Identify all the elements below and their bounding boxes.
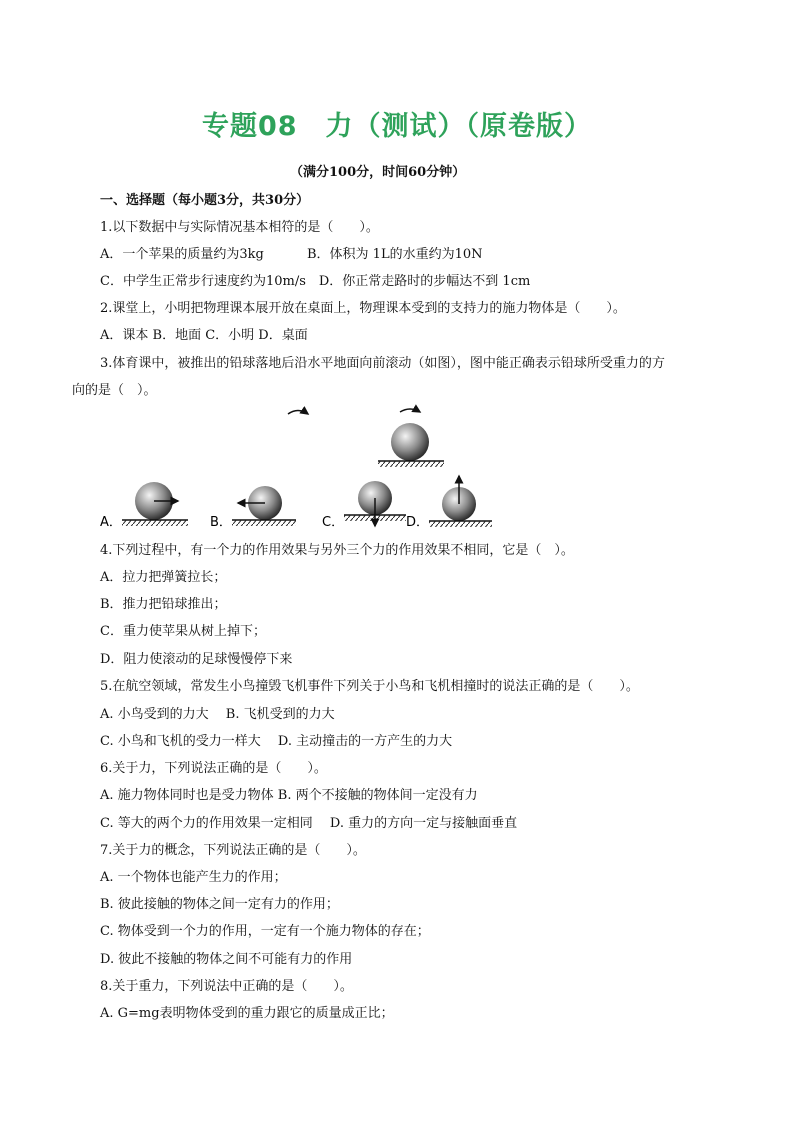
question-4: 4.下列过程中，有一个力的作用效果与另外三个力的作用效果不相同，它是（ ）。: [100, 543, 574, 558]
question-8: 8.关于重力，下列说法中正确的是（ ）。: [100, 979, 353, 994]
page-subtitle: （满分100分，时间60分钟）: [290, 165, 466, 180]
question-6: 6.关于力，下列说法正确的是（ ）。: [100, 761, 327, 776]
q4-option-b: B．推力把铅球推出；: [100, 597, 227, 612]
option-a-diagram: [122, 482, 188, 526]
q8-option-a: A. G=mg表明物体受到的重力跟它的质量成正比；: [100, 1006, 394, 1021]
reference-ball-rolling: [288, 409, 444, 467]
q4-option-a: A．拉力把弹簧拉长；: [100, 570, 227, 585]
q6-options-cd: C. 等大的两个力的作用效果一定相同 D. 重力的方向一定与接触面垂直: [100, 816, 518, 831]
question-3-cont: 向的是（ ）。: [72, 383, 157, 398]
page-title: 专题08 力（测试）（原卷版）: [201, 111, 593, 142]
question-3-figure: [98, 404, 498, 532]
q4-option-d: D．阻力使滚动的足球慢慢停下来: [100, 652, 293, 667]
option-c-diagram: [344, 481, 406, 526]
option-b-diagram: [232, 486, 296, 526]
q1-options-ab: A．一个苹果的质量约为3kg B．体积为 1L的水重约为10N: [100, 247, 483, 262]
figure-label-c: C．: [322, 515, 345, 530]
question-1: 1.以下数据中与实际情况基本相符的是（ ）。: [100, 220, 379, 235]
q5-options-ab: A. 小鸟受到的力大 B. 飞机受到的力大: [100, 707, 335, 722]
figure-label-a: A．: [100, 515, 122, 530]
option-d-diagram: [429, 476, 492, 527]
q2-options: A．课本 B．地面 C．小明 D．桌面: [100, 328, 308, 343]
q7-option-a: A. 一个物体也能产生力的作用；: [100, 870, 287, 885]
q7-option-d: D. 彼此不接触的物体之间不可能有力的作用: [100, 952, 353, 967]
question-3: 3.体育课中，被推出的铅球落地后沿水平地面向前滚动（如图），图中能正确表示铅球所受重力的方: [100, 356, 665, 371]
question-2: 2.课堂上，小明把物理课本展开放在桌面上，物理课本受到的支持力的施力物体是（ ）。: [100, 301, 626, 316]
q7-option-b: B. 彼此接触的物体之间一定有力的作用；: [100, 897, 339, 912]
figure-label-d: D．: [406, 515, 430, 530]
question-5: 5.在航空领域，常发生小鸟撞毁飞机事件下列关于小鸟和飞机相撞时的说法正确的是（ ）。: [100, 679, 639, 694]
q6-options-ab: A. 施力物体同时也是受力物体 B. 两个不接触的物体间一定没有力: [100, 788, 478, 803]
section-header: 一、选择题（每小题3分，共30分）: [100, 193, 310, 208]
q1-options-cd: C．中学生正常步行速度约为10m/s D．你正常走路时的步幅达不到 1cm: [100, 274, 531, 289]
q4-option-c: C．重力使苹果从树上掉下；: [100, 624, 266, 639]
question-7: 7.关于力的概念，下列说法正确的是（ ）。: [100, 843, 366, 858]
q5-options-cd: C. 小鸟和飞机的受力一样大 D. 主动撞击的一方产生的力大: [100, 734, 453, 749]
q7-option-c: C. 物体受到一个力的作用，一定有一个施力物体的存在；: [100, 924, 430, 939]
figure-label-b: B．: [210, 515, 232, 530]
